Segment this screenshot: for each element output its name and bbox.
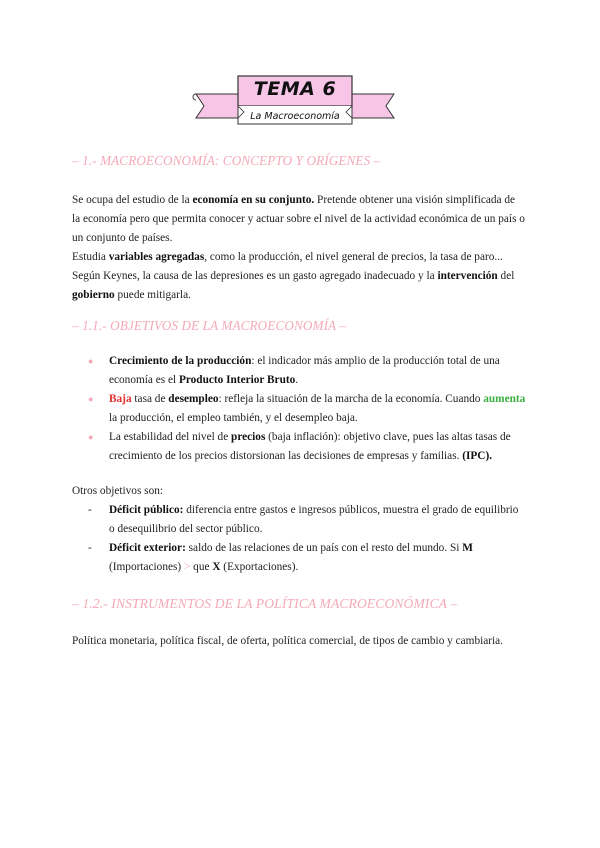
list-item: ● Baja tasa de desempleo: refleja la situación de la marcha de la economía. Cuando aumenta la producción, el empleo también, y el desempleo baja. (72, 390, 525, 428)
text-line: Estudia variables agregadas, como la producción, el nivel general de precios, la tasa de paro... (72, 251, 503, 263)
pink-dot-bullet-icon: ● (88, 432, 94, 442)
list-item: - Déficit exterior: saldo de las relaciones de un país con el resto del mundo. Si M (Importaciones) > que X (Exportaciones). (72, 539, 518, 577)
section-heading-instrumentos: – 1.2.- INSTRUMENTOS DE LA POLÍTICA MACROECONÓMICA – (72, 596, 458, 611)
paragraph-instrumentos: Política monetaria, política fiscal, de oferta, política comercial, de tipos de cambio y cambiaria. (72, 635, 503, 647)
dash-bullet-icon: - (88, 542, 92, 554)
pink-dot-bullet-icon: ● (88, 394, 94, 404)
banner-subtitle: La Macroeconomía (250, 111, 340, 122)
list-item: ● Crecimiento de la producción: el indicador más amplio de la producción total de una economía es el Producto Interior Bruto. (72, 352, 525, 390)
otros-objetivos-list (72, 501, 518, 577)
banner-title: TEMA 6 (253, 78, 337, 100)
objetivos-list (72, 352, 525, 466)
text-line: un conjunto de países. (72, 232, 173, 244)
text-line: Según Keynes, la causa de las depresiones es un gasto agregado inadecuado y la intervención del (72, 270, 515, 282)
list-item: - Déficit público: diferencia entre gastos e ingresos públicos, muestra el grado de equilibrio o desequilibrio del sector público. (72, 501, 518, 539)
title-banner (188, 72, 402, 132)
dash-bullet-icon: - (88, 504, 92, 516)
section-heading-concepto: – 1.- MACROECONOMÍA: CONCEPTO Y ORÍGENES – (72, 153, 381, 168)
paragraph-concepto (72, 191, 532, 305)
text-line: gobierno puede mitigarla. (72, 289, 191, 301)
otros-objetivos-intro: Otros objetivos son: (72, 485, 164, 497)
list-item: ● La estabilidad del nivel de precios (baja inflación): objetivo clave, pues las altas tasas de crecimiento de los precios distorsionan las decisiones de empresas y familias. (IPC). (72, 428, 525, 466)
pink-dot-bullet-icon: ● (88, 356, 94, 366)
section-heading-objetivos: – 1.1.- OBJETIVOS DE LA MACROECONOMÍA – (72, 318, 347, 333)
text-line: Se ocupa del estudio de la economía en su conjunto. Pretende obtener una visión simplificada de (72, 194, 516, 206)
text-line: la economía pero que permita conocer y actuar sobre el nivel de la actividad económica de un país o (72, 213, 525, 225)
